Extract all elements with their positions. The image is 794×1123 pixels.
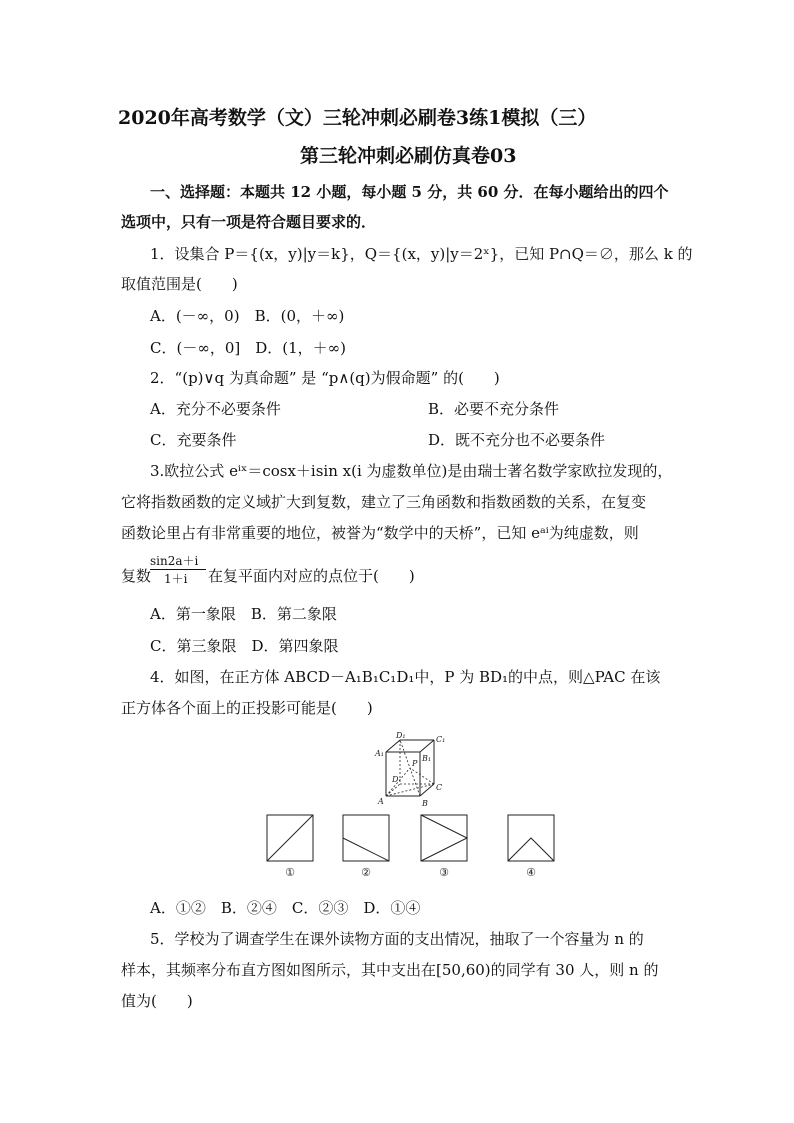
edge-b1c1: [420, 740, 434, 752]
q3-stem-line1: 3.欧拉公式 eⁱˣ＝cosx＋isin x(i 为虚数单位)是由瑞士著名数学家欧拉发现的，: [150, 462, 673, 480]
q3-fraction-bar: [150, 569, 206, 570]
q5-stem-line2: 样本，其频率分布直方图如图所示，其中支出在[50,60)的同学有 30 人，则 n 的: [121, 961, 659, 979]
label-p: P: [412, 759, 418, 768]
q3-stem-line4-suffix: 在复平面内对应的点位于( ): [208, 567, 415, 585]
q4-stem-line1: 4．如图，在正方体 ABCD－A₁B₁C₁D₁中，P 为 BD₁的中点，则△PAC 在该: [150, 668, 661, 686]
q1-options-ab: A．(－∞，0) B．(0，＋∞): [150, 307, 345, 325]
q1-stem-line2: 取值范围是( ): [121, 275, 238, 293]
edge-a1d1: [386, 740, 400, 752]
projection-3-triangle: [421, 815, 467, 861]
q4-stem-line2: 正方体各个面上的正投影可能是( ): [121, 699, 373, 717]
q4-options: A．①② B．②④ C．②③ D．①④: [150, 899, 421, 917]
label-c1: C₁: [436, 735, 446, 744]
projection-1-label: ①: [285, 866, 295, 879]
projection-3-label: ③: [439, 866, 449, 879]
projection-2-square: [343, 815, 389, 861]
label-b1: B₁: [422, 754, 432, 763]
q1-options-cd: C．(－∞，0] D．(1，＋∞): [150, 339, 346, 357]
projection-1-diagonal: [267, 815, 313, 861]
q2-option-a: A．充分不必要条件: [150, 400, 281, 418]
q3-fraction-numerator: sin2a＋i: [150, 554, 199, 568]
edge-bc: [420, 784, 434, 796]
label-d: D: [392, 775, 399, 784]
title-line-2: 第三轮冲刺必刷仿真卷03: [300, 145, 517, 167]
section-heading: 一、选择题：本题共 12 小题，每小题 5 分，共 60 分．在每小题给出的四个: [150, 183, 669, 201]
q2-option-b: B．必要不充分条件: [428, 400, 560, 418]
q5-stem-line1: 5．学校为了调查学生在课外读物方面的支出情况，抽取了一个容量为 n 的: [150, 930, 644, 948]
section-heading-cont: 选项中，只有一项是符合题目要求的．: [121, 213, 377, 231]
label-d1: D₁: [396, 731, 406, 740]
projection-4-label: ④: [526, 866, 536, 879]
projection-3-square: [421, 815, 467, 861]
q5-stem-line3: 值为( ): [121, 992, 193, 1010]
q2-stem: 2．“(p)∨q 为真命题” 是 “p∧(q)为假命题” 的( ): [150, 369, 500, 387]
seg-pc: [410, 768, 434, 784]
q3-fraction-denominator: 1＋i: [164, 572, 188, 586]
projection-2-label: ②: [361, 866, 371, 879]
q3-stem-line4-prefix: 复数: [121, 567, 152, 585]
q3-options-cd: C．第三象限 D．第四象限: [150, 637, 339, 655]
q3-stem-line2: 它将指数函数的定义域扩大到复数，建立了三角函数和指数函数的关系，在复变: [121, 493, 647, 511]
label-b: B: [422, 799, 428, 808]
projection-figures: [262, 812, 582, 882]
title-line-1: 2020年高考数学（文）三轮冲刺必刷卷3练1模拟（三）: [118, 107, 597, 129]
label-c: C: [436, 783, 443, 792]
q3-options-ab: A．第一象限 B．第二象限: [150, 605, 337, 623]
q2-option-d: D．既不充分也不必要条件: [428, 431, 606, 449]
projection-4-triangle: [508, 838, 554, 861]
label-a: A: [378, 797, 384, 806]
cube-figure: [372, 730, 472, 810]
q3-stem-line3: 函数论里占有非常重要的地位，被誉为“数学中的天桥”，已知 eᵃⁱ为纯虚数，则: [121, 524, 639, 542]
edge-ad-hidden: [386, 784, 400, 796]
projection-2-line: [343, 838, 389, 861]
q2-option-c: C．充要条件: [150, 431, 237, 449]
label-a1: A₁: [375, 749, 384, 758]
q1-stem-line1: 1．设集合 P＝{(x，y)|y＝k}，Q＝{(x，y)|y＝2ˣ}，已知 P∩Q＝∅，那么 k 的: [150, 245, 693, 263]
